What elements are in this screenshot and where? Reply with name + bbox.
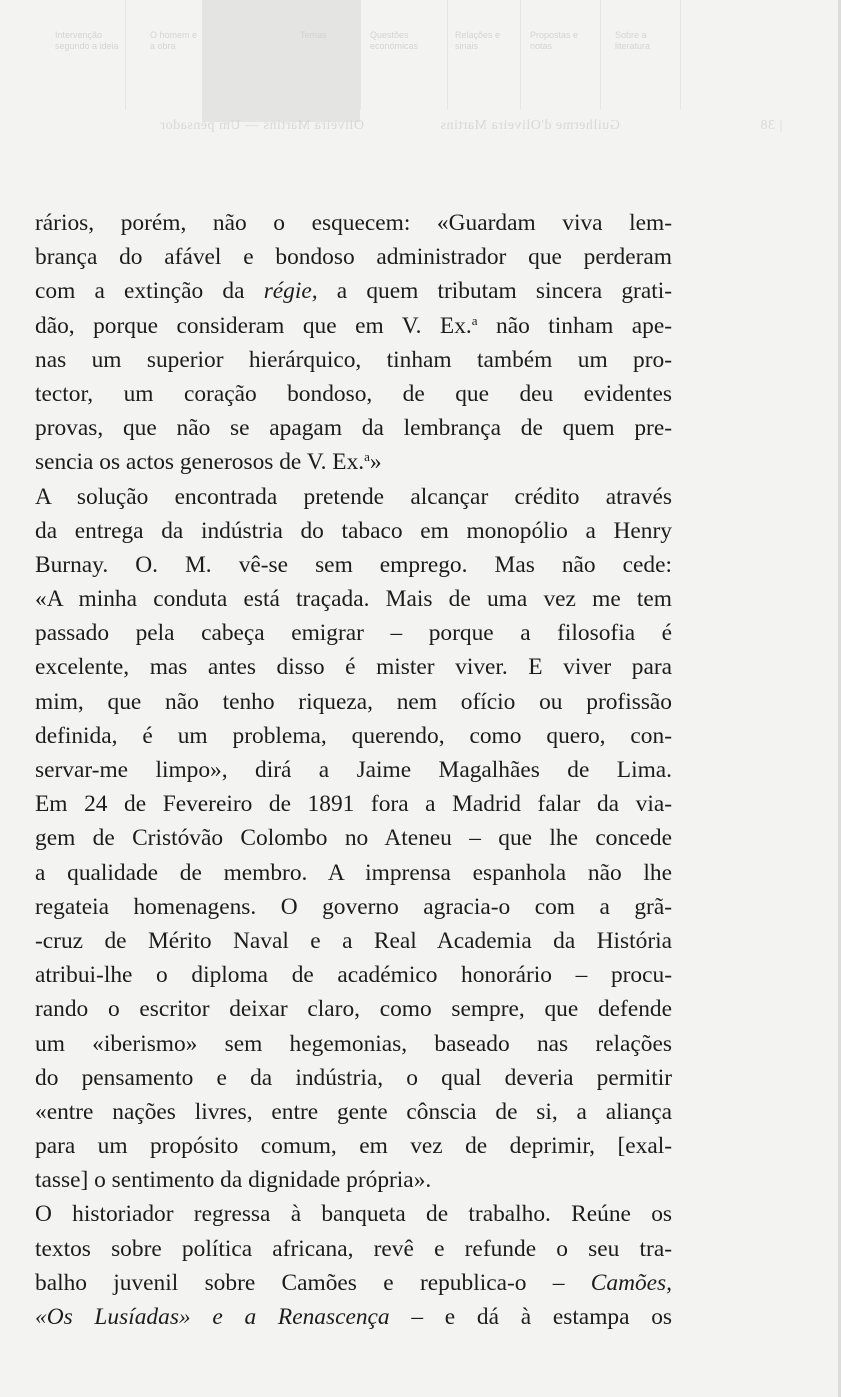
text-segment: gem de Cristóvão Colombo no Ateneu – que lhe concede [35, 825, 672, 852]
text-segment: atribui-lhe o diploma de académico honorário – procu- [35, 962, 672, 989]
text-segment: sencia os actos generosos de V. Ex. [35, 449, 365, 476]
text-line [35, 240, 672, 274]
bleed-running-head: Oliveira Martins — Um pensador [160, 118, 364, 133]
text-line [35, 1197, 672, 1231]
text-line [35, 1266, 672, 1300]
text-line [35, 411, 672, 445]
text-line [35, 1300, 672, 1334]
text-line [35, 309, 672, 343]
text-segment: «A minha conduta está traçada. Mais de uma vez me tem [35, 586, 672, 613]
bleed-divider [360, 0, 361, 110]
bleed-cell: O homem e a obra [150, 30, 198, 51]
bleed-divider [680, 0, 681, 110]
bleed-cell: Temas [300, 30, 327, 40]
text-segment: rários, porém, não o esquecem: «Guardam viva lem- [35, 210, 672, 236]
text-segment: rando o escritor deixar claro, como sempre, que defende [35, 996, 672, 1023]
text-segment: passado pela cabeça emigrar – porque a filosofia é [35, 620, 672, 647]
text-line [35, 719, 672, 753]
text-line [35, 480, 672, 514]
italic-text: «Os Lusíadas» e a Renascença [35, 1304, 390, 1330]
bleed-divider [202, 0, 203, 110]
bleed-gray-block [202, 0, 360, 122]
bleed-divider [125, 0, 126, 110]
text-segment: -cruz de Mérito Naval e a Real Academia da História [35, 927, 672, 954]
body-text [35, 206, 672, 1334]
text-line [35, 856, 672, 890]
text-line [35, 1027, 672, 1061]
text-segment: textos sobre política africana, revê e refunde o seu tra- [35, 1235, 672, 1262]
text-line [35, 206, 672, 240]
bleed-running-head: Guilherme d'Oliveira Martins [440, 118, 620, 133]
text-line [35, 616, 672, 650]
text-line [35, 787, 672, 821]
text-line [35, 992, 672, 1026]
bleed-cell: Questões económicas [370, 30, 419, 51]
text-line [35, 1095, 672, 1129]
bleed-cell: Relações e sinais [455, 30, 501, 51]
text-segment: dão, porque consideram que em V. Ex. [35, 312, 472, 339]
bleed-divider [447, 0, 448, 110]
text-segment: provas, que não se apagam da lembrança de quem pre- [35, 415, 672, 442]
text-line [35, 1163, 672, 1197]
text-segment: não tinham ape- [477, 312, 672, 339]
text-line [35, 1232, 672, 1266]
text-line [35, 650, 672, 684]
text-segment: um «iberismo» sem hegemonias, baseado nas relações [35, 1030, 672, 1057]
text-segment: tector, um coração bondoso, de que deu evidentes [35, 380, 672, 407]
text-line [35, 1061, 672, 1095]
text-line [35, 685, 672, 719]
text-segment: tasse] o sentimento da dignidade própria». [35, 1167, 432, 1194]
text-segment: a quem tributam sincera grati- [317, 278, 672, 305]
text-segment: com a extinção da [35, 278, 264, 305]
text-segment: excelente, mas antes disso é mister viver. E viver para [35, 654, 672, 681]
text-line [35, 377, 672, 411]
text-segment: mim, que não tenho riqueza, nem ofício ou profissão [35, 688, 672, 715]
text-segment: nas um superior hierárquico, tinham também um pro- [35, 346, 672, 373]
text-line [35, 958, 672, 992]
text-segment: – e dá à estampa os [389, 1304, 673, 1330]
text-line [35, 890, 672, 924]
italic-text: régie, [263, 278, 318, 305]
bleed-divider [520, 0, 521, 110]
bleed-cell: Propostas e notas [530, 30, 579, 51]
text-line [35, 514, 672, 548]
text-line [35, 924, 672, 958]
text-segment: regateia homenagens. O governo agracia-o com a grã- [35, 893, 672, 920]
text-line [35, 753, 672, 787]
text-line [35, 548, 672, 582]
bleed-page-ref: | 38 [760, 118, 783, 133]
text-segment: «entre nações livres, entre gente cônscia de si, a aliança [35, 1098, 672, 1125]
italic-text: Camões, [590, 1269, 672, 1296]
text-segment: para um propósito comum, em vez de deprimir, [exal- [35, 1133, 672, 1160]
text-segment: brança do afável e bondoso administrador que perderam [35, 244, 672, 271]
text-line [35, 445, 672, 479]
text-segment: » [369, 449, 382, 476]
superscript: a [471, 312, 478, 328]
text-segment: servar-me limpo», dirá a Jaime Magalhães de Lima. [35, 757, 672, 783]
text-segment: Burnay. O. M. vê-se sem emprego. Mas não cede: [35, 551, 672, 578]
text-segment: da entrega da indústria do tabaco em monopólio a Henry [35, 517, 672, 544]
text-segment: O historiador regressa à banqueta de trabalho. Reúne os [35, 1201, 672, 1228]
text-line [35, 1129, 672, 1163]
bleed-cell: Sobre a literatura [615, 30, 651, 51]
text-line [35, 582, 672, 616]
text-segment: balho juvenil sobre Camões e republica-o – [35, 1269, 591, 1296]
text-segment: definida, é um problema, querendo, como quero, con- [35, 722, 672, 749]
bleed-divider [600, 0, 601, 110]
text-segment: Em 24 de Fevereiro de 1891 fora a Madrid falar da via- [35, 791, 672, 818]
bleed-through-header [0, 0, 841, 150]
text-line [35, 343, 672, 377]
text-line [35, 274, 672, 308]
bleed-cell: Intervenção segundo a ideia [55, 30, 119, 51]
text-segment: a qualidade de membro. A imprensa espanhola não lhe [35, 859, 672, 886]
text-segment: do pensamento e da indústria, o qual deveria permitir [35, 1064, 672, 1091]
text-segment: A solução encontrada pretende alcançar crédito através [35, 483, 672, 510]
text-line [35, 821, 672, 855]
superscript: a [364, 449, 370, 465]
